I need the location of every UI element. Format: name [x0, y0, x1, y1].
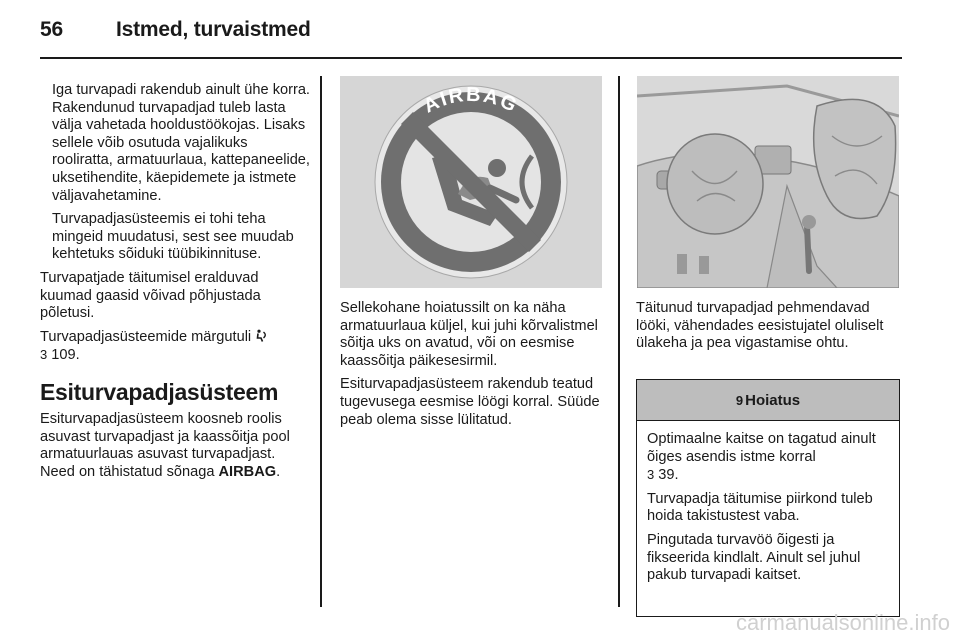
column-3	[636, 300, 902, 359]
airbag-indicator-icon	[255, 329, 268, 342]
warning-title: Hoiatus	[745, 391, 801, 409]
section-heading: Esiturvapadjasüsteem	[40, 378, 279, 405]
warning-paragraph-1: Optimaalne kaitse on tagatud ainult õiges asendis istme korral 3 39.	[647, 431, 876, 484]
column-divider-2	[618, 76, 620, 607]
paragraph-warning-label-location: Sellekohane hoiatussilt on ka näha armatuurlaua küljel, kui juhi kõrvalistmel sõitja uks on avatud, või on eesmise kaassõitja päikesesirmil.	[340, 300, 598, 369]
column-1	[40, 82, 310, 487]
paragraph-front-airbag-system: Esiturvapadjasüsteem koosneb roolis asuvast turvapadjast ja kaassõitja pool armatuurlauas asuvast turvapadjast. Need on tähistatud sõnaga AIRBAG.	[40, 410, 290, 480]
warning-box	[636, 379, 900, 617]
airbag-term: AIRBAG	[218, 463, 277, 480]
paragraph-indicator-light: Turvapadjasüsteemide märgutuli 3 109.	[40, 329, 310, 365]
deployed-airbags-illustration-icon	[637, 76, 899, 288]
header-rule	[40, 57, 902, 59]
page-title: Istmed, turvaistmed	[116, 18, 311, 41]
warning-paragraph-3: Pingutada turvavöö õigesti ja fikseerida kindlalt. Ainult sel juhul pakub turvapadi kaitset.	[647, 531, 861, 584]
watermark: carmanualsonline.info	[735, 610, 950, 635]
page-ref[interactable]: 109.	[51, 347, 80, 364]
no-child-seat-sign-icon	[340, 76, 602, 288]
warning-body	[637, 421, 899, 585]
paragraph-deployed-airbags: Täitunud turvapadjad pehmendavad lööki, vähendades eesistujatel oluliselt ülakeha ja pea vigastamise ohtu.	[636, 300, 884, 352]
page-ref-arrow-icon: 3	[647, 467, 655, 483]
column-2	[340, 300, 602, 435]
page-ref-arrow-icon: 3	[40, 347, 48, 363]
column-divider-1	[320, 76, 322, 607]
warning-triangle-icon: 9	[735, 392, 744, 408]
warning-title-bar	[637, 380, 899, 421]
deployed-airbags-image	[637, 76, 899, 288]
warning-paragraph-2: Turvapadja täitumise piirkond tuleb hoida takistustest vaba.	[647, 490, 873, 525]
airbag-warning-sign-image	[340, 76, 602, 288]
paragraph-no-modifications: Turvapadjasüsteemis ei tohi teha mingeid muudatusi, sest see muudab kehtetuks sõiduki tüübikinnituse.	[52, 211, 294, 263]
paragraph-airbag-single-use: Iga turvapadi rakendub ainult ühe korra. Rakendunud turvapadjad tuleb lasta välja vahetada hooldustöökojas. Lisaks sellele võib osutuda vajalikuks rooliratta, armatuurlaua, kattepaneelide, uksetihendite, käepidemete ja istmete väljavahetamine.	[52, 82, 310, 204]
page-header	[40, 18, 311, 42]
paragraph-hot-gases: Turvapatjade täitumisel eralduvad kuumad gaasid võivad põhjustada põletusi.	[40, 269, 261, 322]
airbag-sign-label: AIRBAG	[420, 83, 522, 118]
page-number: 56	[40, 18, 63, 41]
paragraph-deployment-condition: Esiturvapadjasüsteem rakendub teatud tugevusega eesmise löögi korral. Süüde peab olema sisse lülitatud.	[340, 376, 600, 428]
page-ref[interactable]: 39.	[658, 467, 679, 484]
